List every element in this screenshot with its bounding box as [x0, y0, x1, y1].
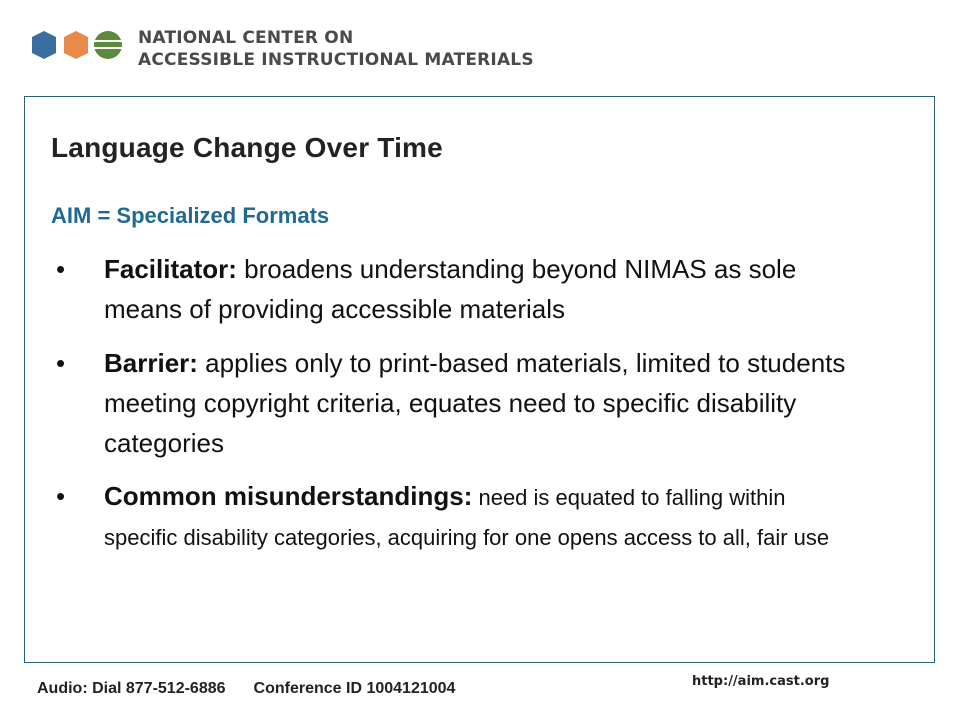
- bullet-text: broadens understanding beyond NIMAS as sole means of providing accessible materials: [104, 254, 797, 324]
- org-name-line2: ACCESSIBLE INSTRUCTIONAL MATERIALS: [138, 50, 534, 70]
- conference-id: Conference ID 1004121004: [253, 680, 456, 697]
- bullet-dot-icon: •: [56, 481, 66, 511]
- org-logo: [32, 24, 534, 74]
- bullet-facilitator: [56, 249, 856, 329]
- bullet-text: need is equated to falling within specific disability categories, acquiring for one opens access to all, fair use: [104, 485, 830, 550]
- logo-mark-icon: [32, 25, 132, 73]
- bullet-term: Barrier:: [104, 348, 198, 378]
- bullet-list: [56, 249, 856, 557]
- bullet-term: Facilitator:: [104, 254, 237, 284]
- slide-title: Language Change Over Time: [51, 132, 443, 163]
- bullet-misunderstandings: [56, 477, 856, 557]
- org-name-line1: NATIONAL CENTER ON: [138, 28, 354, 48]
- bullet-term: Common misunderstandings:: [104, 481, 473, 511]
- audio-dial: Audio: Dial 877-512-6886: [37, 680, 226, 697]
- bullet-barrier: [56, 343, 856, 463]
- footer-url-link[interactable]: http://aim.cast.org: [692, 674, 830, 689]
- footer-audio: [37, 680, 455, 698]
- org-name: [138, 27, 534, 71]
- bullet-dot-icon: •: [56, 254, 66, 284]
- bullet-text: applies only to print-based materials, limited to students meeting copyright criteria, equates need to specific disability categories: [104, 348, 846, 458]
- slide-subtitle: AIM = Specialized Formats: [51, 203, 330, 228]
- bullet-dot-icon: •: [56, 348, 66, 378]
